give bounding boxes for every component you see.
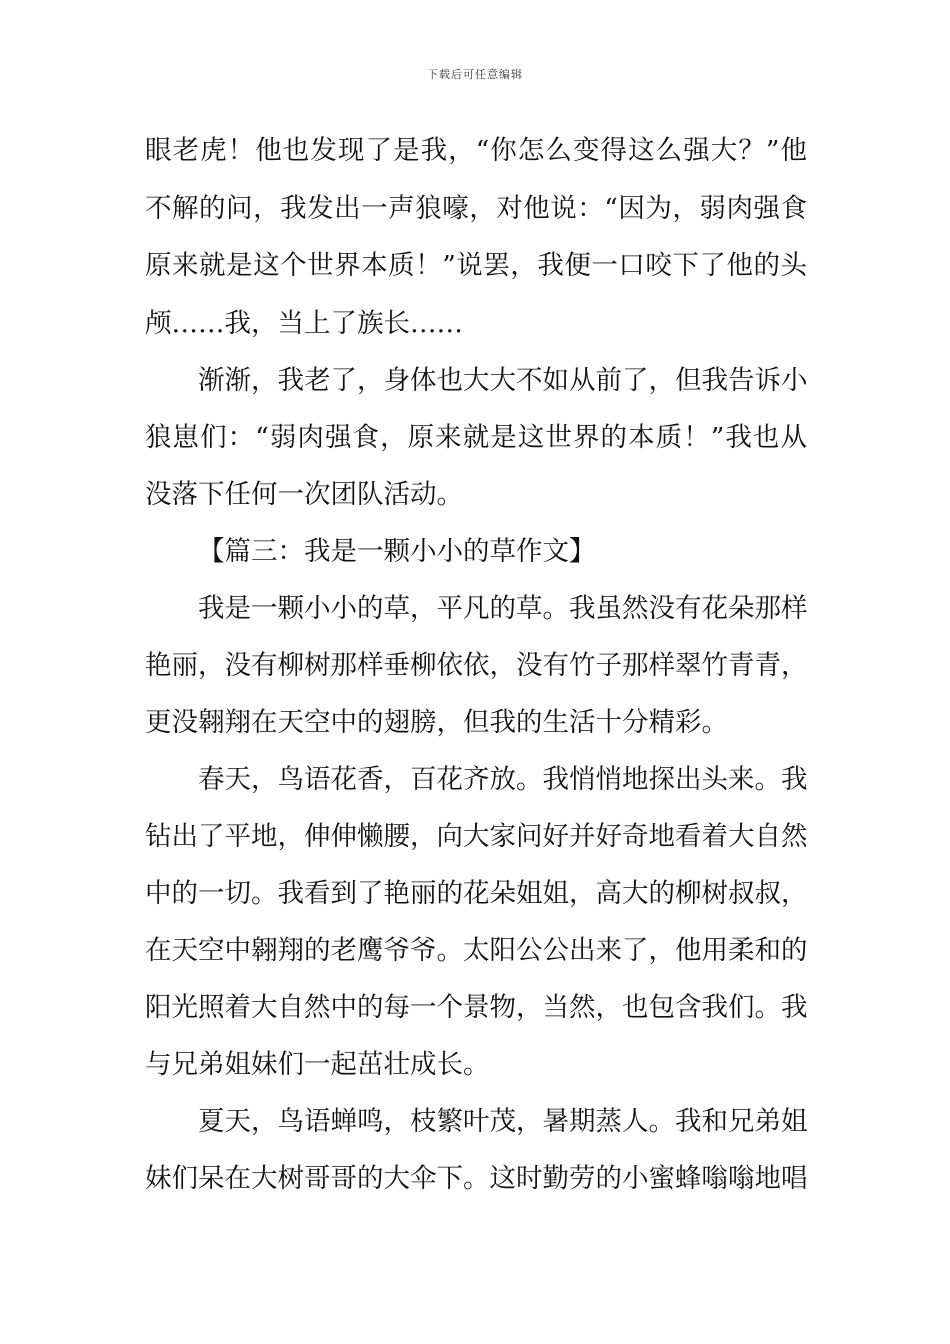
text-line: 在天空中翱翔的老鹰爷爷。太阳公公出来了，他用柔和的 <box>145 935 808 966</box>
text-line: 没落下任何一次团队活动。 <box>145 479 463 510</box>
text-line: 原来就是这个世界本质！”说罢，我便一口咬下了他的头 <box>145 250 807 281</box>
page-header: 下载后可任意编辑 <box>427 68 523 81</box>
text-line: 颅……我，当上了族长…… <box>145 308 463 339</box>
paragraph-first-line: 夏天，鸟语蝉鸣，枝繁叶茂，暑期蒸人。我和兄弟姐 <box>198 1106 808 1137</box>
text-line: 阳光照着大自然中的每一个景物，当然，也包含我们。我 <box>145 992 808 1023</box>
text-line: 钻出了平地，伸伸懒腰，向大家问好并好奇地看着大自然 <box>145 821 808 852</box>
paragraph-first-line: 春天，鸟语花香，百花齐放。我悄悄地探出头来。我 <box>198 764 808 795</box>
paragraph-first-line: 渐渐，我老了，身体也大大不如从前了，但我告诉小 <box>198 365 808 396</box>
text-line: 眼老虎！他也发现了是我，“你怎么变得这么强大？”他 <box>145 135 807 166</box>
text-line: 狼崽们：“弱肉强食，原来就是这世界的本质！”我也从 <box>145 422 807 453</box>
paragraph-first-line: 我是一颗小小的草，平凡的草。我虽然没有花朵那样 <box>198 593 808 624</box>
text-line: 妹们呆在大树哥哥的大伞下。这时勤劳的小蜜蜂嗡嗡地唱 <box>145 1163 808 1194</box>
text-line: 不解的问，我发出一声狼嚎，对他说：“因为，弱肉强食 <box>145 193 807 224</box>
section-heading: 【篇三：我是一颗小小的草作文】 <box>198 536 596 567</box>
text-line: 艳丽，没有柳树那样垂柳依依，没有竹子那样翠竹青青， <box>145 650 808 681</box>
text-line: 中的一切。我看到了艳丽的花朵姐姐，高大的柳树叔叔， <box>145 878 808 909</box>
text-line: 与兄弟姐妹们一起茁壮成长。 <box>145 1049 490 1080</box>
text-line: 更没翱翔在天空中的翅膀，但我的生活十分精彩。 <box>145 707 728 738</box>
